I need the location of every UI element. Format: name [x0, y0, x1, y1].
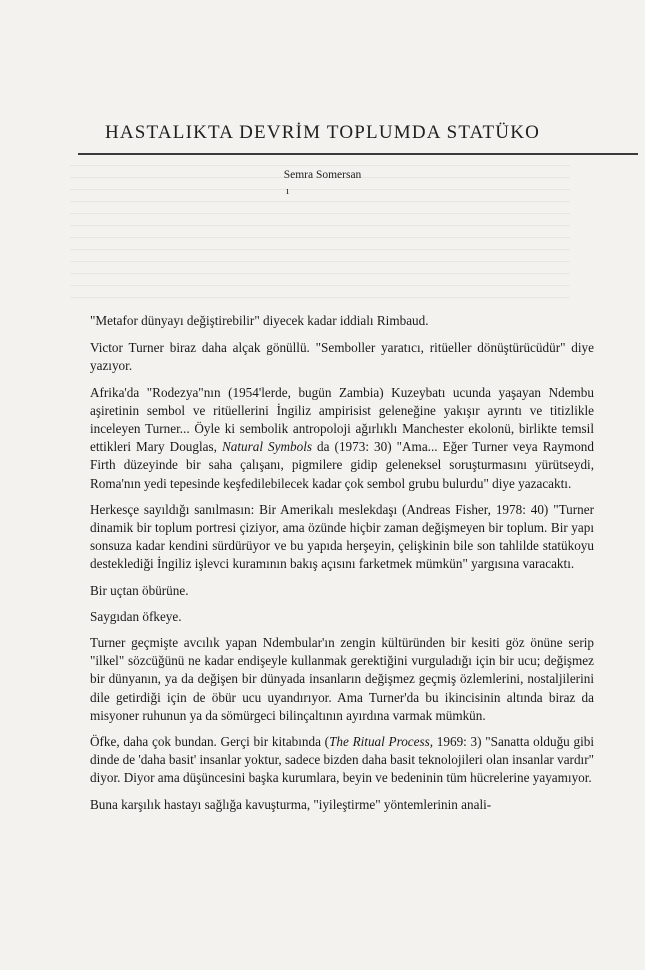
title-rule	[78, 153, 638, 155]
paragraph: Herkesçe sayıldığı sanılmasın: Bir Amerikalı meslekdaşı (Andreas Fisher, 1978: 40) "Turner dinamik bir toplum portresi çiziyor, ama özünde hiçbir zaman değişmeyen bir toplum. Bir yapı sonsuza kadar kendini sürdürüyor ve bu yapıda herşeyin, çelişkinin bile son tahlilde statükoyu desteklediği İngiliz işlevci kuramının bakış açısını farketmek mümkün" yargısına varacaktı.	[90, 501, 594, 572]
paragraph: "Metafor dünyayı değiştirebilir" diyecek kadar iddialı Rimbaud.	[90, 313, 429, 328]
article-title: HASTALIKTA DEVRİM TOPLUMDA STATÜKO	[104, 122, 541, 143]
book-title: The Ritual Process,	[329, 734, 434, 750]
paragraph-segment: 1969: 3) "Sanatta olduğu gibi dinde de 'daha basit' insanlar yoktur, sadece bizden daha basit teknolojileri olan insanlar vardır" diyor. Diyor ama düşüncesini başka kurumlara, beyin ve bedeninin tüm hücrelerine yayamıyor.	[90, 734, 594, 786]
paragraph	[90, 733, 594, 788]
paragraph: Victor Turner biraz daha alçak gönüllü. "Semboller yaratıcı, ritüeller dönüştürücüdür" diye yazıyor.	[90, 340, 594, 374]
paragraph: Bir uçtan öbürüne.	[90, 582, 189, 598]
book-title: Natural Symbols	[221, 439, 313, 455]
article-body	[90, 312, 594, 822]
paragraph-segment: da (1973: 30) "Ama... Eğer Turner veya Raymond Firth düzeyinde bir saha çalışanı, pigmilere gidip geleneksel soruşturmasını yürütseydi, Roma'nın yedi tepesinde keşfedilebilecek kadar çok sembol grubu bulurdu" diye yazacaktı.	[90, 439, 594, 491]
paragraph-segment: Öfke, daha çok bundan. Gerçi bir kitabında (	[90, 734, 330, 750]
paragraph	[90, 384, 594, 493]
paragraph: Saygıdan öfkeye.	[90, 608, 182, 624]
author-name: Semra Somersan	[283, 169, 362, 181]
show-through-text	[70, 165, 570, 305]
author-mark: ı	[286, 185, 290, 197]
paragraph: Turner geçmişte avcılık yapan Ndembular'ın zengin kültüründen bir kesiti göz önüne serip "ilkel" sözcüğünü ne kadar endişeyle kullanmak gerektiğini vurguladığı için bir ucu; değişmez bir dünyanın, ya da değişen bir dünyada insanların değişmez geçmiş özlemlerini, nostaljilerini dile getirdiği için de öbür ucu uyandırıyor. Ama Turner'da bu ikincisinin altında biraz da misyoner ruhunun ya da sömürgeci bilinçaltının ayırdına varmak mümkün.	[90, 635, 594, 723]
paragraph-segment: Afrika'da "Rodezya"nın (1954'lerde, bugün Zambia) Kuzeybatı ucunda yaşayan Ndembu aşiretinin sembol ve ritüellerini İngiliz ampirisist geleneğine yakışır ayrıntı ve titizlikle inceleyen Turner... Öyle ki sembolik antropoloji ağırlıklı Manchester ekolonü, birlikte temsil ettikleri Mary Douglas,	[90, 384, 594, 455]
paragraph: Buna karşılık hastayı sağlığa kavuşturma, "iyileştirme" yöntemlerinin anali-	[90, 796, 492, 812]
